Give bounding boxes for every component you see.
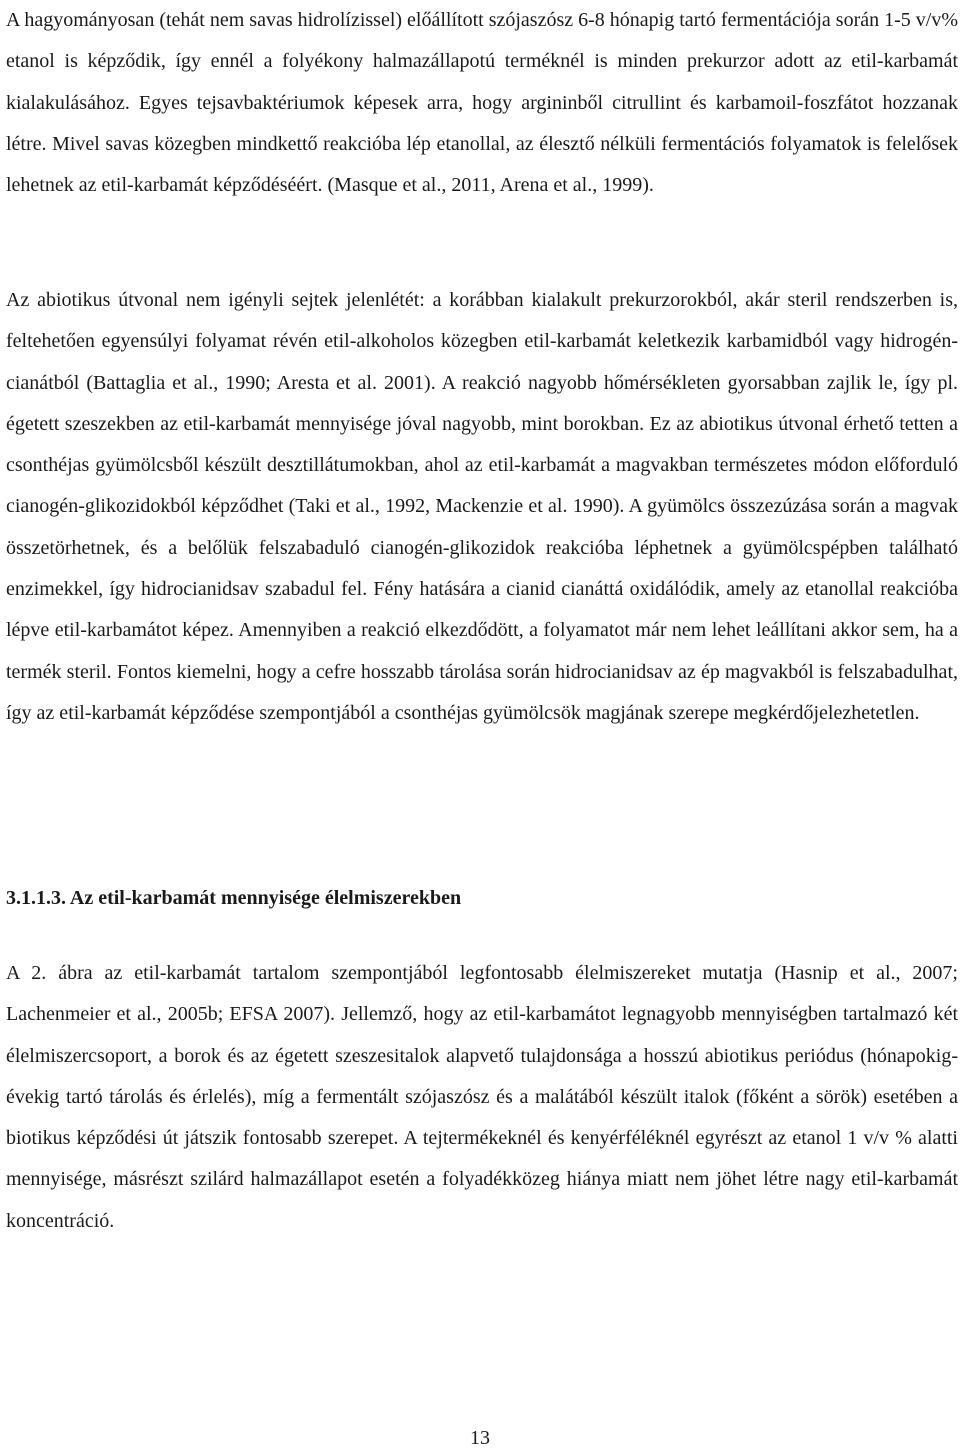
paragraph-abiotic-pathway: Az abiotikus útvonal nem igényli sejtek jelenlétét: a korábban kialakult prekurzorokból, akár steril rendszerben is, feltehetően egyensúlyi folyamat révén etil-alkoholos közegben etil-karbamát keletkezik karbamidból vagy hidrogén-cianátból (Battaglia et al., 1990; Aresta et al. 2001). A reakció nagyobb hőmérsékleten gyorsabban zajlik le, így pl. égetett szeszekben az etil-karbamát mennyisége jóval nagyobb, mint borokban. Ez az abiotikus útvonal érhető tetten a csonthéjas gyümölcsből készült desztillátumokban, ahol az etil-karbamát a magvakban természetes módon előforduló cianogén-glikozidokból képződhet (Taki et al., 1992, Mackenzie et al. 1990). A gyümölcs összezúzása során a magvak összetörhetnek, és a belőlük felszabaduló cianogén-glikozidok reakcióba léphetnek a gyümölcspépben található enzimekkel, így hidrocianidsav szabadul fel. Fény hatására a cianid cianáttá oxidálódik, amely az etanollal reakcióba lépve etil-karbamátot képez. Amennyiben a reakció elkezdődött, a folyamatot már nem lehet leállítani akkor sem, ha a termék steril. Fontos kiemelni, hogy a cefre hosszabb tárolása során hidrocianidsav az ép magvakból is felszabadulhat, így az etil-karbamát képződése szempontjából a csonthéjas gyümölcsök magjának szerepe megkérdőjelezhetetlen. — [6, 289, 958, 724]
page-number: 13 — [470, 1427, 490, 1449]
section-heading: 3.1.1.3. Az etil-karbamát mennyisége élelmiszerekben — [6, 887, 462, 909]
paragraph-food-content: A 2. ábra az etil-karbamát tartalom szempontjából legfontosabb élelmiszereket mutatja (Hasnip et al., 2007; Lachenmeier et al., 2005b; EFSA 2007). Jellemző, hogy az etil-karbamátot legnagyobb mennyiségben tartalmazó két élelmiszercsoport, a borok és az égetett szeszesitalok alapvető tulajdonsága a hosszú abiotikus periódus (hónapokig-évekig tartó tárolás és érlelés), míg a fermentált szójaszósz és a malátából készült italok (főként a sörök) esetében a biotikus képződési út játszik fontosabb szerepet. A tejtermékeknél és kenyérféléknél egyrészt az etanol 1 v/v % alatti mennyisége, másrészt szilárd halmazállapot esetén a folyadékközeg hiánya miatt nem jöhet létre nagy etil-karbamát koncentráció. — [6, 962, 958, 1232]
paragraph-soy-sauce-fermentation: A hagyományosan (tehát nem savas hidrolízissel) előállított szójaszósz 6-8 hónapig tartó fermentációja során 1-5 v/v% etanol is képződik, így ennél a folyékony halmazállapotú terméknél is minden prekurzor adott az etil-karbamát kialakulásához. Egyes tejsavbaktériumok képesek arra, hogy argininből citrullint és karbamoil-foszfátot hozzanak létre. Mivel savas közegben mindkettő reakcióba lép etanollal, az élesztő nélküli fermentációs folyamatok is felelősek lehetnek az etil-karbamát képződéséért. (Masque et al., 2011, Arena et al., 1999). — [6, 9, 958, 197]
